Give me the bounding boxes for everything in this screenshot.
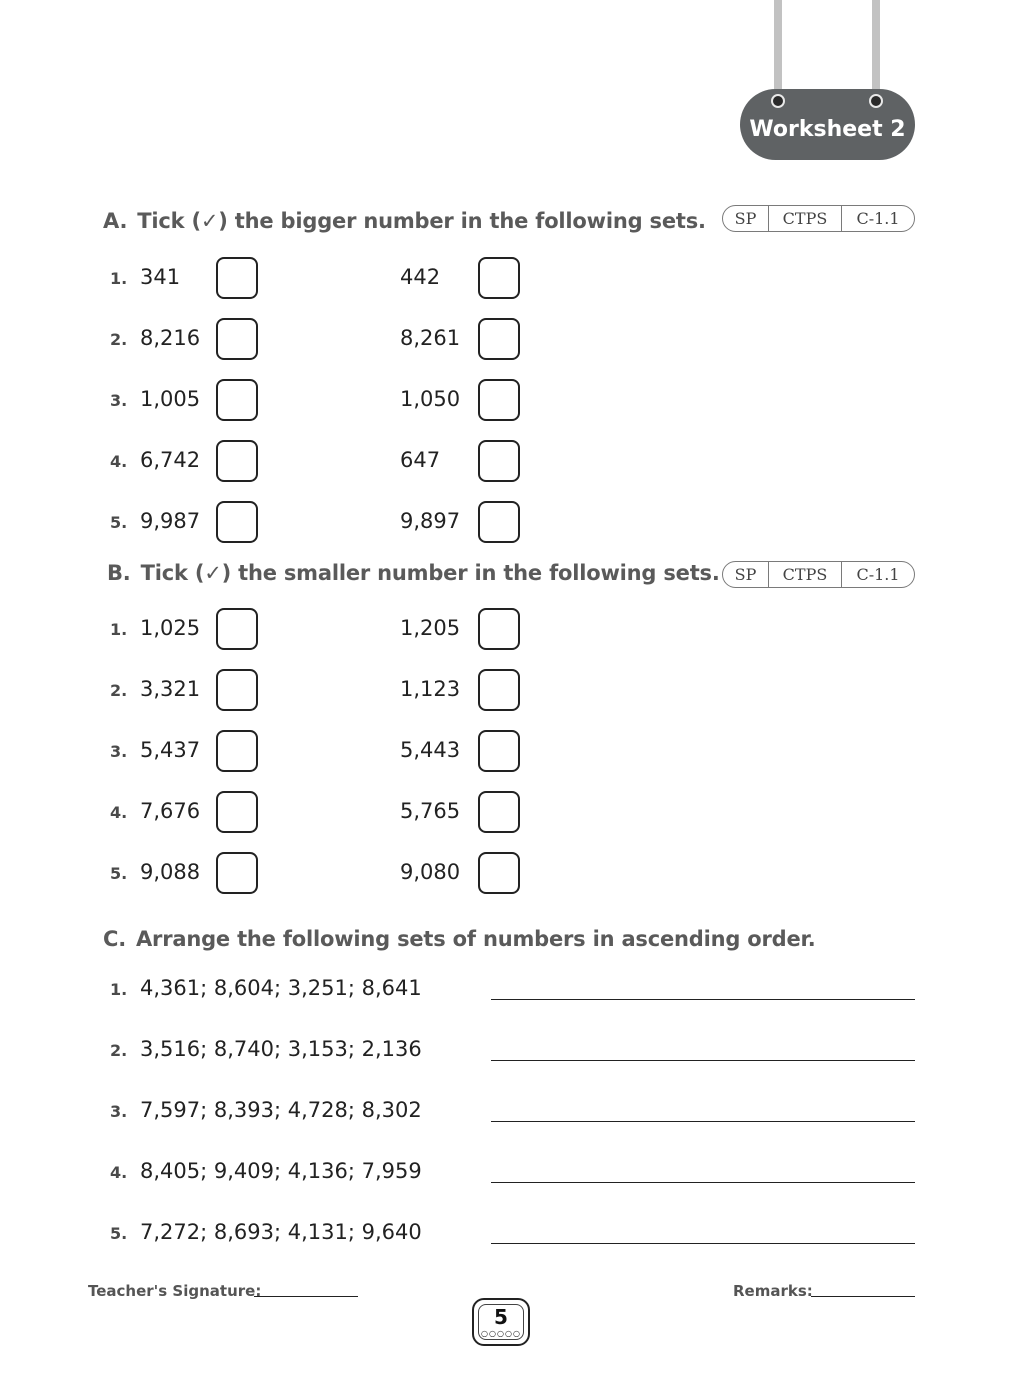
tick-box-right[interactable] <box>478 608 520 650</box>
question-number: 2. <box>110 1041 128 1060</box>
question-number: 3. <box>110 1102 128 1121</box>
badge-code: C-1.1 <box>856 209 900 228</box>
question-number: 1. <box>110 980 128 999</box>
worksheet-tag <box>740 89 915 160</box>
badge-ctps: CTPS <box>769 562 842 587</box>
question-number: 5. <box>110 513 128 532</box>
tick-box-right[interactable] <box>478 379 520 421</box>
section-a-question-5 <box>0 501 1024 543</box>
section-a-question-1 <box>0 257 1024 299</box>
remarks-line[interactable] <box>811 1296 915 1297</box>
left-number: 6,742 <box>140 448 201 472</box>
left-number: 9,987 <box>140 509 201 533</box>
section-a-question-2 <box>0 318 1024 360</box>
section-b-skill-badge <box>722 561 915 588</box>
section-c-letter: C. <box>103 927 126 951</box>
section-b-question-4 <box>0 791 1024 833</box>
tag-hook-left <box>771 94 785 108</box>
left-number: 5,437 <box>140 738 201 762</box>
question-number: 2. <box>110 330 128 349</box>
answer-line[interactable] <box>491 999 915 1000</box>
question-number: 3. <box>110 391 128 410</box>
right-number: 5,443 <box>400 738 461 762</box>
answer-line[interactable] <box>491 1060 915 1061</box>
left-number: 8,216 <box>140 326 201 350</box>
tick-box-left[interactable] <box>216 257 258 299</box>
answer-line[interactable] <box>491 1121 915 1122</box>
right-number: 1,123 <box>400 677 461 701</box>
tick-box-right[interactable] <box>478 318 520 360</box>
badge-sp: SP <box>723 206 769 231</box>
tag-string-left <box>774 0 782 96</box>
section-c-question-1 <box>0 968 1024 1010</box>
page-number-badge <box>472 1298 530 1346</box>
page-number: 5 <box>494 1305 508 1329</box>
section-c-instruction: Arrange the following sets of numbers in ascending order. <box>136 927 816 951</box>
question-number: 4. <box>110 452 128 471</box>
section-b-question-1 <box>0 608 1024 650</box>
teacher-signature-label: Teacher's Signature: <box>88 1282 262 1300</box>
tick-box-left[interactable] <box>216 852 258 894</box>
section-c-question-4 <box>0 1151 1024 1193</box>
tick-box-left[interactable] <box>216 791 258 833</box>
section-c-question-2 <box>0 1029 1024 1071</box>
number-sequence: 7,597; 8,393; 4,728; 8,302 <box>140 1098 422 1122</box>
answer-line[interactable] <box>491 1243 915 1244</box>
tag-hook-right <box>869 94 883 108</box>
tick-box-left[interactable] <box>216 608 258 650</box>
section-b-question-5 <box>0 852 1024 894</box>
right-number: 1,205 <box>400 616 461 640</box>
section-c-title <box>103 927 815 951</box>
number-sequence: 7,272; 8,693; 4,131; 9,640 <box>140 1220 422 1244</box>
section-a-question-3 <box>0 379 1024 421</box>
right-number: 1,050 <box>400 387 461 411</box>
question-number: 4. <box>110 803 128 822</box>
badge-code: C-1.1 <box>856 565 900 584</box>
right-number: 647 <box>400 448 441 472</box>
right-number: 8,261 <box>400 326 461 350</box>
teacher-signature-line[interactable] <box>254 1296 358 1297</box>
tag-string-right <box>872 0 880 96</box>
tick-box-left[interactable] <box>216 440 258 482</box>
question-number: 5. <box>110 864 128 883</box>
section-a-instruction: Tick (✓) the bigger number in the following sets. <box>137 209 706 233</box>
section-b-instruction: Tick (✓) the smaller number in the following sets. <box>140 561 720 585</box>
number-sequence: 4,361; 8,604; 3,251; 8,641 <box>140 976 422 1000</box>
tick-box-right[interactable] <box>478 257 520 299</box>
section-b-question-2 <box>0 669 1024 711</box>
remarks-label: Remarks: <box>733 1282 813 1300</box>
left-number: 7,676 <box>140 799 201 823</box>
tick-box-right[interactable] <box>478 501 520 543</box>
left-number: 1,005 <box>140 387 201 411</box>
question-number: 3. <box>110 742 128 761</box>
badge-ctps: CTPS <box>769 206 842 231</box>
section-a-letter: A. <box>103 209 128 233</box>
tick-box-left[interactable] <box>216 669 258 711</box>
right-number: 5,765 <box>400 799 461 823</box>
section-a-title <box>103 209 706 233</box>
worksheet-tag-label: Worksheet 2 <box>749 117 906 142</box>
tick-box-right[interactable] <box>478 852 520 894</box>
section-b-letter: B. <box>107 561 131 585</box>
left-number: 9,088 <box>140 860 201 884</box>
tick-box-left[interactable] <box>216 501 258 543</box>
tick-box-left[interactable] <box>216 379 258 421</box>
section-c-question-5 <box>0 1212 1024 1254</box>
section-b-question-3 <box>0 730 1024 772</box>
tick-box-right[interactable] <box>478 730 520 772</box>
page-badge-dots: ○○○○○ <box>481 1329 521 1338</box>
tick-box-left[interactable] <box>216 730 258 772</box>
right-number: 9,080 <box>400 860 461 884</box>
right-number: 9,897 <box>400 509 461 533</box>
question-number: 2. <box>110 681 128 700</box>
tick-box-right[interactable] <box>478 440 520 482</box>
tick-box-right[interactable] <box>478 791 520 833</box>
answer-line[interactable] <box>491 1182 915 1183</box>
section-b-title <box>107 561 720 585</box>
right-number: 442 <box>400 265 441 289</box>
section-a-question-4 <box>0 440 1024 482</box>
badge-sp: SP <box>723 562 769 587</box>
section-a-skill-badge <box>722 205 915 232</box>
left-number: 341 <box>140 265 181 289</box>
tick-box-left[interactable] <box>216 318 258 360</box>
question-number: 4. <box>110 1163 128 1182</box>
left-number: 3,321 <box>140 677 201 701</box>
tick-box-right[interactable] <box>478 669 520 711</box>
number-sequence: 8,405; 9,409; 4,136; 7,959 <box>140 1159 422 1183</box>
section-c-question-3 <box>0 1090 1024 1132</box>
question-number: 1. <box>110 269 128 288</box>
question-number: 5. <box>110 1224 128 1243</box>
left-number: 1,025 <box>140 616 201 640</box>
question-number: 1. <box>110 620 128 639</box>
number-sequence: 3,516; 8,740; 3,153; 2,136 <box>140 1037 422 1061</box>
